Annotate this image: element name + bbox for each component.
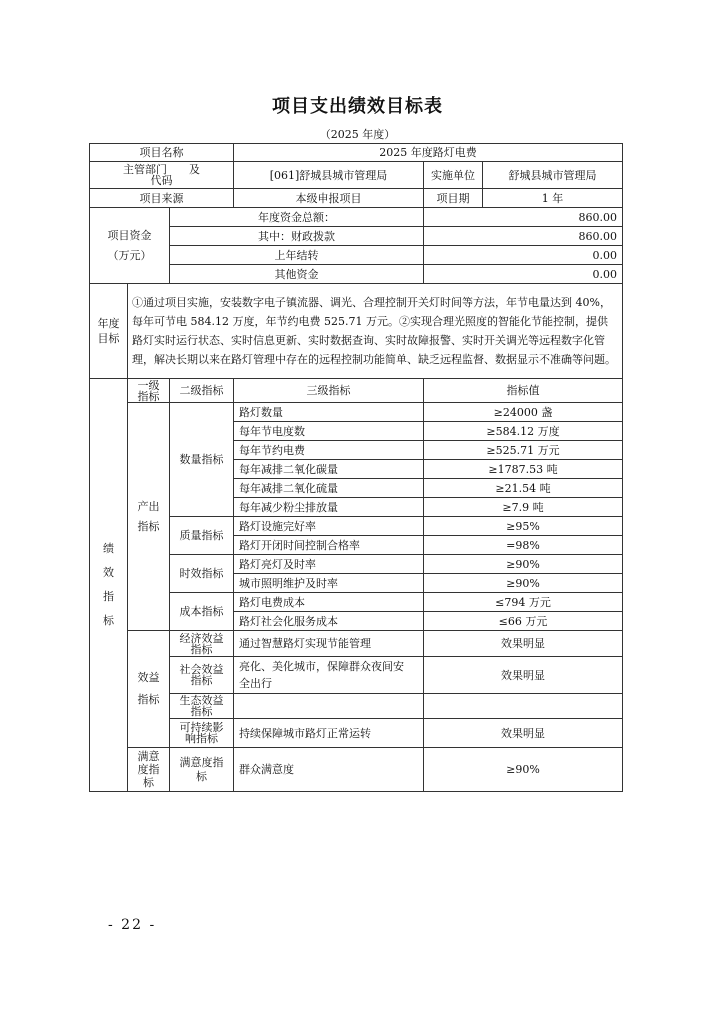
period-value: 1 年	[483, 189, 623, 208]
table-row	[90, 144, 623, 162]
indicator-value: 效果明显	[424, 657, 623, 694]
table-row	[90, 246, 623, 265]
ecological-label-line2: 指标	[190, 705, 213, 718]
funds-label	[90, 208, 170, 284]
cost-label: 成本指标	[170, 593, 234, 631]
ecological-label-line1: 生态效益	[179, 694, 224, 707]
output-label-line2: 指标	[137, 519, 160, 533]
table-row	[90, 208, 623, 227]
table-row	[90, 189, 623, 208]
benefit-label-line1: 效益	[137, 671, 160, 684]
table-row	[90, 403, 623, 422]
indicator-name: 每年减排二氧化硫量	[234, 479, 424, 498]
output-label-line1: 产出	[137, 499, 160, 513]
period-label: 项目期	[424, 189, 483, 208]
table-row	[90, 631, 623, 657]
perf-label-char: 标	[103, 614, 114, 627]
perf-label	[90, 379, 128, 792]
indicator-name: 路灯社会化服务成本	[234, 612, 424, 631]
indicator-name: 路灯开闭时间控制合格率	[234, 536, 424, 555]
header-level3: 三级指标	[234, 379, 424, 403]
table-row	[90, 379, 623, 403]
indicator-name: 每年节约电费	[234, 441, 424, 460]
header-level1-line1: 一级	[137, 378, 160, 392]
funds-row-label: 上年结转	[170, 246, 424, 265]
indicator-value: ≥7.9 吨	[424, 498, 623, 517]
table-row	[90, 748, 623, 792]
unit-label: 实施单位	[424, 162, 483, 189]
perf-label-char: 绩	[103, 542, 114, 555]
indicator-value: 效果明显	[424, 631, 623, 657]
sustainable-label-line2: 响指标	[185, 732, 218, 745]
project-name-label: 项目名称	[90, 144, 234, 162]
table-row	[90, 593, 623, 612]
table-row	[90, 162, 623, 189]
indicator-name: 路灯电费成本	[234, 593, 424, 612]
indicator-value: ≤66 万元	[424, 612, 623, 631]
satisfaction-sub-label-line1: 满意度指	[179, 755, 224, 769]
satisfaction-sub-label-line2: 标	[196, 769, 207, 783]
table-row	[90, 517, 623, 536]
social-label	[170, 657, 234, 694]
dept-label-line2: 代码	[150, 174, 173, 187]
indicator-name: 持续保障城市路灯正常运转	[234, 719, 424, 748]
indicator-value: ≥525.71 万元	[424, 441, 623, 460]
page-number: - 22 -	[108, 917, 157, 933]
unit-value: 舒城县城市管理局	[483, 162, 623, 189]
economic-label-line1: 经济效益	[179, 631, 224, 645]
indicator-name: 路灯设施完好率	[234, 517, 424, 536]
funds-row-value: 0.00	[424, 246, 623, 265]
goal-label	[90, 284, 128, 379]
indicator-value: ≥21.54 吨	[424, 479, 623, 498]
indicator-name: 每年节电度数	[234, 422, 424, 441]
source-value: 本级申报项目	[234, 189, 424, 208]
header-level2: 二级指标	[170, 379, 234, 403]
social-name-line1: 亮化、美化城市，保障群众夜间安	[239, 660, 404, 673]
indicator-value: =98%	[424, 536, 623, 555]
indicator-value: ≥24000 盏	[424, 403, 623, 422]
indicator-value: ≥1787.53 吨	[424, 460, 623, 479]
header-value: 指标值	[424, 379, 623, 403]
table-row	[90, 265, 623, 284]
dept-label	[90, 162, 234, 189]
funds-label-line2: （万元）	[107, 248, 152, 262]
social-label-line1: 社会效益	[179, 663, 224, 676]
economic-label	[170, 631, 234, 657]
dept-label-line1: 主管部门 及	[123, 163, 200, 176]
social-label-line2: 指标	[190, 674, 213, 687]
social-name-line2: 全出行	[239, 677, 272, 690]
table-row	[90, 555, 623, 574]
funds-row-label: 年度资金总额：	[170, 208, 424, 227]
perf-label-char: 指	[103, 590, 114, 603]
indicator-value: ≥90%	[424, 555, 623, 574]
table-row	[90, 657, 623, 694]
funds-row-label: 其中：财政拨款	[170, 227, 424, 246]
funds-row-label: 其他资金	[170, 265, 424, 284]
indicator-value: ≥584.12 万度	[424, 422, 623, 441]
funds-row-value: 860.00	[424, 208, 623, 227]
ecological-label	[170, 694, 234, 719]
table-row	[90, 227, 623, 246]
indicator-value	[424, 694, 623, 719]
dept-value: [061]舒城县城市管理局	[234, 162, 424, 189]
timeliness-label: 时效指标	[170, 555, 234, 593]
table-row	[90, 694, 623, 719]
indicator-value: 效果明显	[424, 719, 623, 748]
header-level1	[128, 379, 170, 403]
sustainable-label	[170, 719, 234, 748]
satisfaction-label-line2: 度指	[137, 763, 160, 776]
goal-label-line1: 年度	[97, 317, 120, 330]
economic-label-line2: 指标	[190, 642, 213, 656]
table-row	[90, 284, 623, 379]
indicator-value: ≥90%	[424, 574, 623, 593]
performance-table	[89, 143, 623, 792]
indicator-name: 通过智慧路灯实现节能管理	[234, 631, 424, 657]
goal-text: ①通过项目实施，安装数字电子镇流器、调光、合理控制开关灯时间等方法，年节电量达到 40%，每年可节电 584.12 万度，年节约电费 525.71 万元。②实现合理光照度的智能化节能控制，提供路灯实时运行状态、实时信息更新、实时数据查询、实时故障报警、实时开关调光等远程数字化管理，解决长期以来在路灯管理中存在的远程控制功能简单、缺乏远程监督、数据显示不准确等问题。	[128, 284, 623, 379]
funds-row-value: 0.00	[424, 265, 623, 284]
table-row	[90, 719, 623, 748]
indicator-name: 路灯数量	[234, 403, 424, 422]
quality-label: 质量指标	[170, 517, 234, 555]
indicator-name: 每年减少粉尘排放量	[234, 498, 424, 517]
indicator-name	[234, 657, 424, 694]
funds-row-value: 860.00	[424, 227, 623, 246]
page-title: 项目支出绩效目标表	[272, 96, 443, 117]
benefit-label-line2: 指标	[137, 693, 160, 706]
indicator-name: 每年减排二氧化碳量	[234, 460, 424, 479]
indicator-name: 城市照明维护及时率	[234, 574, 424, 593]
output-label	[128, 403, 170, 631]
perf-label-char: 效	[103, 566, 114, 579]
indicator-value: ≤794 万元	[424, 593, 623, 612]
satisfaction-label-line3: 标	[143, 776, 154, 789]
indicator-value: ≥90%	[424, 748, 623, 792]
project-name-value: 2025 年度路灯电费	[234, 144, 623, 162]
indicator-value: ≥95%	[424, 517, 623, 536]
satisfaction-label-line1: 满意	[137, 750, 160, 763]
goal-label-line2: 目标	[97, 332, 120, 345]
year-subtitle: （2025 年度）	[319, 128, 396, 141]
quantity-label: 数量指标	[170, 403, 234, 517]
indicator-name	[234, 694, 424, 719]
funds-label-line1: 项目资金	[107, 228, 152, 242]
indicator-name: 路灯亮灯及时率	[234, 555, 424, 574]
satisfaction-sub-label	[170, 748, 234, 792]
header-level1-line2: 指标	[137, 389, 160, 403]
indicator-name: 群众满意度	[234, 748, 424, 792]
benefit-label	[128, 631, 170, 748]
source-label: 项目来源	[90, 189, 234, 208]
sustainable-label-line1: 可持续影	[179, 721, 224, 734]
satisfaction-label	[128, 748, 170, 792]
